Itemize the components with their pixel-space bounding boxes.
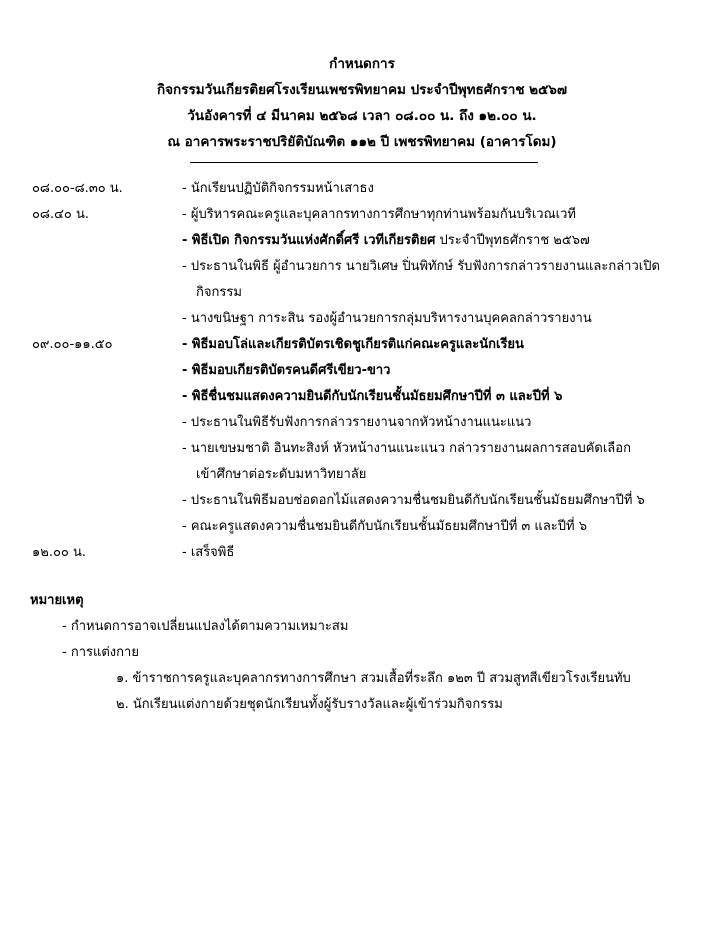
- schedule-row: [0, 306, 724, 332]
- schedule-row: [0, 462, 724, 488]
- schedule-text-continued: เข้าศึกษาต่อระดับมหาวิทยาลัย: [196, 467, 367, 482]
- schedule-row: [0, 332, 724, 358]
- event-name: กิจกรรมวันเกียรติยศโรงเรียนเพชรพิทยาคม ประจำปีพุทธศักราช ๒๕๖๗: [156, 82, 568, 98]
- note-item: - กำหนดการอาจเปลี่ยนแปลงได้ตามความเหมาะสม: [62, 619, 349, 634]
- schedule-row: [0, 176, 724, 202]
- schedule-row: [0, 514, 724, 540]
- schedule-row: [0, 540, 724, 566]
- page-title: กำหนดการ: [329, 56, 395, 72]
- schedule-text-bold: - พิธีเปิด กิจกรรมวันแห่งศักดิ์ศรี เวทีเกียรติยศ: [182, 233, 436, 248]
- schedule-text: - พิธีมอบโล่และเกียรติบัตรเชิดชูเกียรติแก่คณะครูและนักเรียน: [182, 337, 524, 352]
- schedule-time: ๐๘.๔๐ น.: [32, 207, 90, 222]
- schedule-row: [0, 384, 724, 410]
- schedule-row: [0, 488, 724, 514]
- schedule-row: [0, 436, 724, 462]
- schedule-time: ๐๘.๐๐-๘.๓๐ น.: [32, 181, 123, 196]
- schedule-text: - ประธานในพิธีมอบช่อดอกไม้แสดงความชื่นชมยินดีกับนักเรียนชั้นมัธยมศึกษาปีที่ ๖: [182, 493, 645, 508]
- schedule-text: - เสร็จพิธี: [182, 545, 235, 560]
- schedule-text: - ผู้บริหารคณะครูและบุคลากรทางการศึกษาทุกท่านพร้อมกันบริเวณเวที: [182, 207, 576, 222]
- schedule-text: - พิธีชื่นชมแสดงความยินดีกับนักเรียนชั้นมัธยมศึกษาปีที่ ๓ และปีที่ ๖: [182, 389, 563, 404]
- schedule-text: - ประธานในพิธี ผู้อำนวยการ นายวิเศษ ปิ่นพิทักษ์ รับฟังการกล่าวรายงานและกล่าวเปิด: [182, 259, 660, 274]
- schedule-text: [182, 228, 590, 254]
- note-subitem: ๑. ข้าราชการครูและบุคลากรทางการศึกษา สวมเสื้อที่ระลึก ๑๒๓ ปี สวมสูทสีเขียวโรงเรียนทับ: [116, 671, 631, 686]
- schedule-text: - นางขนิษฐา การะสิน รองผู้อำนวยการกลุ่มบริหารงานบุคคลกล่าวรายงาน: [182, 311, 592, 326]
- schedule-row: [0, 280, 724, 306]
- note-item: - การแต่งกาย: [62, 645, 139, 660]
- schedule-text-rest: ประจำปีพุทธศักราช ๒๕๖๗: [435, 233, 590, 248]
- schedule-text: - ประธานในพิธีรับฟังการกล่าวรายงานจากหัวหน้างานแนะแนว: [182, 415, 532, 430]
- schedule-row: [0, 254, 724, 280]
- schedule-text-continued: กิจกรรม: [196, 285, 242, 300]
- schedule-time: ๐๙.๐๐-๑๑.๕๐: [32, 337, 113, 352]
- notes-heading: หมายเหตุ: [30, 593, 84, 608]
- schedule-row: [0, 228, 724, 254]
- event-date: วันอังคารที่ ๔ มีนาคม ๒๕๖๘ เวลา ๐๘.๐๐ น. ถึง ๑๒.๐๐ น.: [187, 108, 537, 124]
- schedule-text: - นายเขษมชาติ อินทะสิงห์ หัวหน้างานแนะแนว กล่าวรายงานผลการสอบคัดเลือก: [182, 441, 631, 456]
- schedule-text: - นักเรียนปฏิบัติกิจกรรมหน้าเสาธง: [182, 181, 374, 196]
- schedule-row: [0, 202, 724, 228]
- schedule-time: ๑๒.๐๐ น.: [32, 545, 86, 560]
- schedule-row: [0, 358, 724, 384]
- schedule-text: - คณะครูแสดงความชื่นชมยินดีกับนักเรียนชั้นมัธยมศึกษาปีที่ ๓ และปีที่ ๖: [182, 519, 587, 534]
- schedule-text: - พิธีมอบเกียรติบัตรคนดีศรีเขียว-ขาว: [182, 363, 391, 378]
- header-divider: [190, 162, 538, 163]
- schedule-row: [0, 410, 724, 436]
- note-subitem: ๒. นักเรียนแต่งกายด้วยชุดนักเรียนทั้งผู้รับรางวัลและผู้เข้าร่วมกิจกรรม: [116, 697, 503, 712]
- event-venue: ณ อาคารพระราชปริยัติบัณฑิต ๑๑๒ ปี เพชรพิทยาคม (อาคารโดม): [167, 134, 557, 150]
